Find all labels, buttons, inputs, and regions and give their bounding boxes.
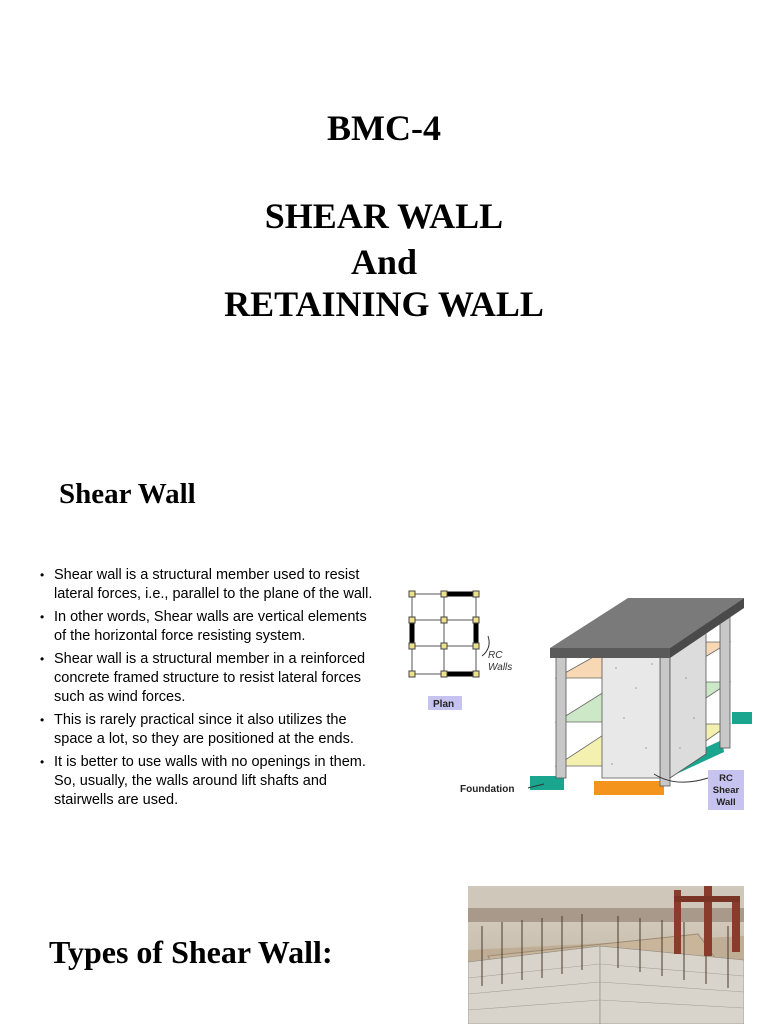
footing-front-orange: [594, 781, 664, 795]
rc-walls-label-line1: RC: [488, 650, 503, 661]
title-line-1: SHEAR WALL: [264, 196, 504, 236]
bullet-item: • It is better to use walls with no openings in them. So, usually, the walls around lift shafts and stairwells are used.: [40, 753, 408, 810]
footing-right-teal: [732, 712, 752, 724]
bullet-item: • In other words, Shear walls are vertical elements of the horizontal force resisting system.: [40, 608, 408, 646]
shear-wall-front: [602, 648, 660, 778]
rc-shear-wall-label-line1: RC: [719, 773, 733, 784]
plan-label: Plan: [433, 699, 455, 710]
building-3d: [530, 598, 752, 795]
section-heading: Shear Wall: [59, 478, 196, 510]
title-line-2: And: [350, 242, 418, 282]
shear-wall-diagram: [406, 578, 756, 814]
rc-shear-wall-label-line2: Shear: [712, 785, 740, 796]
types-heading: Types of Shear Wall:: [49, 934, 333, 970]
bullet-item: • This is rarely practical since it also utilizes the space a lot, so they are positioned at the ends.: [40, 711, 408, 749]
bullet-item: • Shear wall is a structural member in a reinforced concrete framed structure to resist lateral forces such as wind forces.: [40, 650, 408, 707]
bullet-item: • Shear wall is a structural member used to resist lateral forces, i.e., parallel to the plane of the wall.: [40, 566, 408, 604]
bullet-list: [40, 566, 408, 836]
construction-photo: [468, 886, 744, 1024]
plan-view: [409, 591, 512, 710]
title-line-3: RETAINING WALL: [224, 284, 544, 324]
course-code: BMC-4: [327, 108, 441, 148]
rc-shear-wall-label-line3: Wall: [716, 797, 736, 808]
foundation-label: Foundation: [460, 784, 515, 795]
rc-walls-label-line2: Walls: [488, 662, 513, 673]
